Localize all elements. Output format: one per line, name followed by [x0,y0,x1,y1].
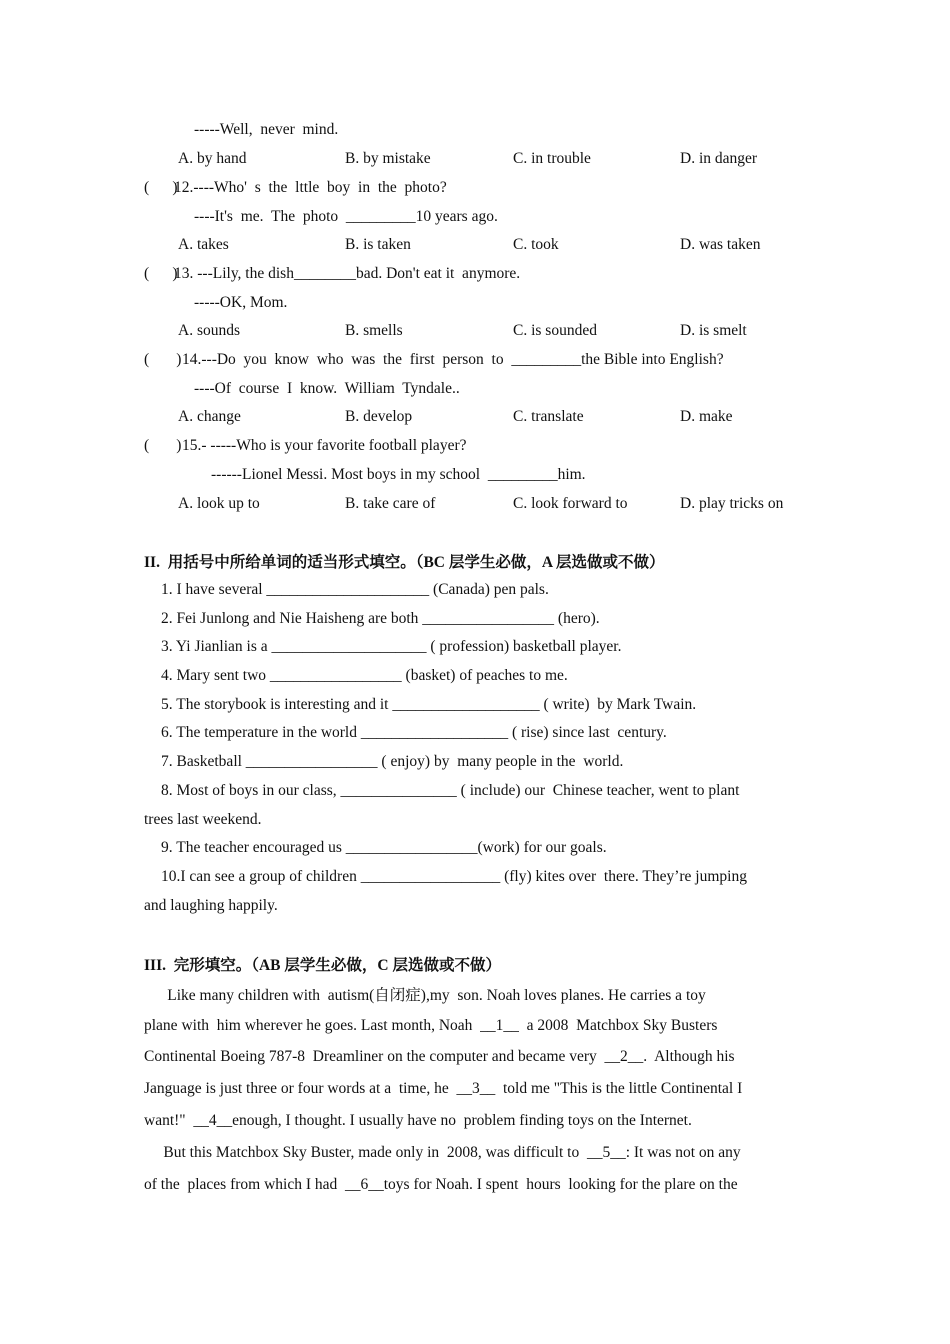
section-3-line-2: plane with him wherever he goes. Last month, Noah __1__ a 2008 Matchbox Sky Busters [144,1017,718,1034]
section-2-item-8-cont: trees last weekend. [144,811,262,828]
q13-stem: 13. ---Lily, the dish________bad. Don't eat it anymore. [174,265,521,282]
section-2-item-2: 2. Fei Junlong and Nie Haisheng are both _________________ (hero). [161,610,600,627]
q15-paren: ( ) [144,437,182,454]
section-2-item-5: 5. The storybook is interesting and it ___________________ ( write) by Mark Twain. [161,696,697,713]
q14-option-a: A. change [178,408,241,425]
section-2-item-4: 4. Mary sent two _________________ (basket) of peaches to me. [161,667,568,684]
q15-answer-line: ------Lionel Messi. Most boys in my school _________him. [211,466,586,483]
section-3-line-6: But this Matchbox Sky Buster, made only in 2008, was difficult to __5__: It was not on any [144,1144,741,1161]
section-2-item-1: 1. I have several _____________________ (Canada) pen pals. [161,581,549,598]
section-2-item-3: 3. Yi Jianlian is a ____________________ ( profession) basketball player. [161,638,622,655]
q13-paren: ( ) [144,265,178,282]
q11-answer-line: -----Well, never mind. [194,121,339,138]
q12-option-a: A. takes [178,236,229,253]
q13-option-c: C. is sounded [513,322,597,339]
q14-paren: ( ) [144,351,182,368]
q14-answer-line: ----Of course I know. William Tyndale.. [194,380,460,397]
q12-paren: ( ) [144,179,178,196]
section-3-line-4: Janguage is just three or four words at a time, he __3__ told me "This is the little Continental I [144,1080,743,1097]
section-2-heading: II. 用括号中所给单词的适当形式填空。（BC 层学生必做，A 层选做或不做） [144,554,665,571]
section-2-item-10: 10.I can see a group of children __________________ (fly) kites over there. They’re jumping [161,868,747,885]
section-3-line-7: of the places from which I had __6__toys for Noah. I spent hours looking for the plare on the [144,1176,738,1193]
q11-option-c: C. in trouble [513,150,591,167]
q15-option-d: D. play tricks on [680,495,784,512]
q12-option-b: B. is taken [345,236,411,253]
q12-stem: 12.----Who' s the lttle boy in the photo? [174,179,447,196]
q14-option-b: B. develop [345,408,413,425]
q13-answer-line: -----OK, Mom. [194,294,288,311]
section-2-item-9: 9. The teacher encouraged us _________________(work) for our goals. [161,839,607,856]
q15-stem: 15.- -----Who is your favorite football player? [182,437,467,454]
section-3-line-3: Continental Boeing 787-8 Dreamliner on the computer and became very __2__. Although his [144,1048,735,1065]
q13-option-d: D. is smelt [680,322,747,339]
q15-option-a: A. look up to [178,495,260,512]
q15-option-b: B. take care of [345,495,436,512]
q14-option-c: C. translate [513,408,584,425]
q12-option-c: C. took [513,236,559,253]
q15-option-c: C. look forward to [513,495,628,512]
q13-option-a: A. sounds [178,322,241,339]
q11-option-a: A. by hand [178,150,247,167]
section-3-line-5: want!" __4__enough, I thought. I usually have no problem finding toys on the Internet. [144,1112,692,1129]
section-2-item-10-cont: and laughing happily. [144,897,278,914]
q12-option-d: D. was taken [680,236,761,253]
section-3-line-1: Like many children with autism(自闭症),my son. Noah loves planes. He carries a toy [144,987,706,1004]
q12-answer-line: ----It's me. The photo _________10 years ago. [194,208,498,225]
q13-option-b: B. smells [345,322,403,339]
section-2-item-6: 6. The temperature in the world ___________________ ( rise) since last century. [161,724,667,741]
q11-option-b: B. by mistake [345,150,431,167]
section-2-item-7: 7. Basketball _________________ ( enjoy) by many people in the world. [161,753,624,770]
section-3-heading: III. 完形填空。（AB 层学生必做，C 层选做或不做） [144,957,501,974]
section-2-item-8: 8. Most of boys in our class, _______________ ( include) our Chinese teacher, went to plant [161,782,740,799]
q14-option-d: D. make [680,408,733,425]
q11-option-d: D. in danger [680,150,758,167]
q14-stem: 14.---Do you know who was the first person to _________the Bible into English? [182,351,724,368]
